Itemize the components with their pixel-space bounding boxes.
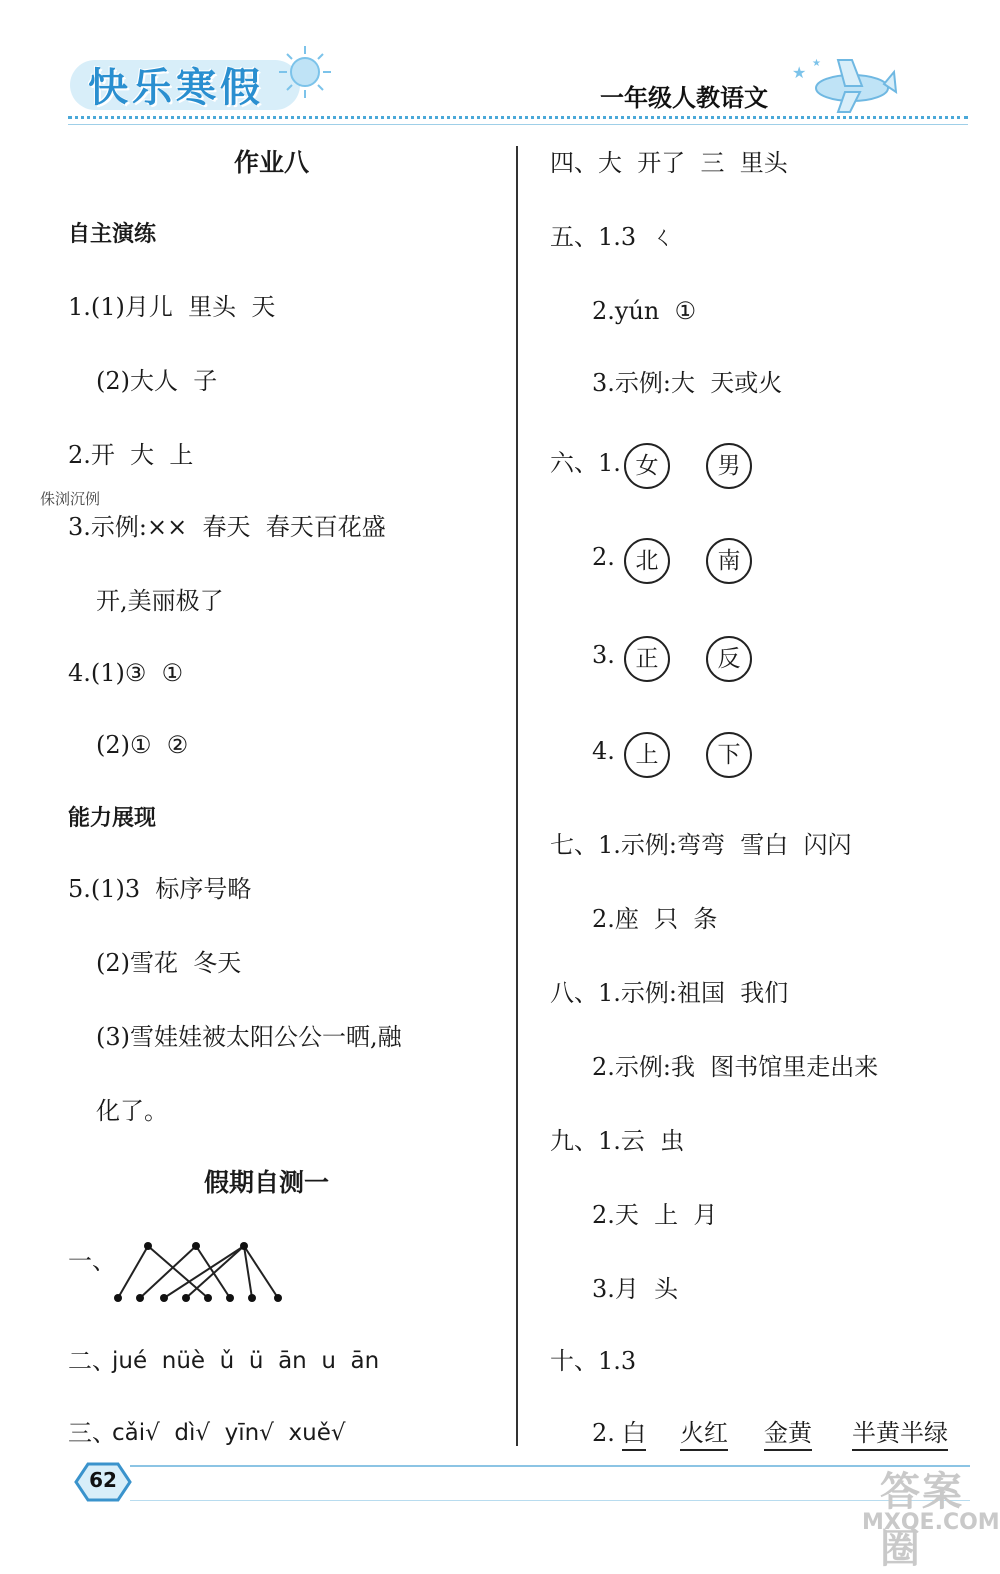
underlined-answer: 火红 xyxy=(680,1418,728,1448)
answer-r5-3: 3.示例:大 天或火 xyxy=(592,369,783,397)
sun-icon xyxy=(275,42,335,102)
underlined-answer: 半黄半绿 xyxy=(852,1418,948,1448)
answer-r6-4-label: 4. xyxy=(592,737,615,765)
underlined-answer: 金黄 xyxy=(764,1418,812,1448)
circled-char: 正 xyxy=(624,636,670,682)
answer-r9-2: 2.天 上 月 xyxy=(592,1201,718,1229)
test-answer-1-label: 一、 xyxy=(68,1247,116,1275)
answer-r7-1: 七、1.示例:弯弯 雪白 闪闪 xyxy=(550,831,852,859)
answer-r7-2: 2.座 只 条 xyxy=(592,905,718,933)
footer-rule-light xyxy=(130,1500,970,1501)
airplane-icon xyxy=(790,48,900,118)
svg-text:★: ★ xyxy=(812,58,821,69)
answer-r6-1-label: 六、1. xyxy=(550,449,621,477)
answer-4-1: 4.(1)③ ① xyxy=(68,659,184,687)
circled-char: 男 xyxy=(706,443,752,489)
brand-banner xyxy=(70,42,320,112)
watermark xyxy=(850,1460,1000,1572)
answer-1-1: 1.(1)月儿 里头 天 xyxy=(68,293,276,321)
brand-title: 快乐寒假 xyxy=(88,65,264,111)
circled-char: 北 xyxy=(624,538,670,584)
answer-r10-2-label: 2. xyxy=(592,1419,615,1447)
page-number: 62 xyxy=(89,1468,117,1492)
answer-r4: 四、大 开了 三 里头 xyxy=(550,149,788,177)
answer-2: 2.开 大 上 xyxy=(68,441,194,469)
grade-subject: 一年级人教语文 xyxy=(600,84,768,112)
answer-r9-3: 3.月 头 xyxy=(592,1275,679,1303)
hw8-title: 作业八 xyxy=(234,148,310,177)
answer-r8-2: 2.示例:我 图书馆里走出来 xyxy=(592,1053,879,1081)
answer-5-1: 5.(1)3 标序号略 xyxy=(68,875,252,903)
watermark-url: MXQE.COM xyxy=(862,1510,1000,1535)
circled-char: 女 xyxy=(624,443,670,489)
answer-1-2: (2)大人 子 xyxy=(96,367,218,395)
answer-4-2: (2)① ② xyxy=(96,731,189,759)
test-answer-2-label: 二、 xyxy=(68,1347,116,1375)
test-answer-3-pinyin: cǎi√ dì√ yīn√ xuě√ xyxy=(112,1420,346,1446)
test-title: 假期自测一 xyxy=(204,1168,330,1197)
circled-char: 反 xyxy=(706,636,752,682)
footer-rule xyxy=(130,1465,970,1467)
column-divider xyxy=(516,146,518,1446)
underlined-answer: 白 xyxy=(622,1418,646,1448)
watermark-logo-text: 答案圈 xyxy=(880,1469,964,1572)
answer-r6-3-label: 3. xyxy=(592,641,615,669)
matching-lines-diagram xyxy=(100,1236,300,1312)
answer-3b: 开,美丽极了 xyxy=(96,587,224,615)
circled-char: 上 xyxy=(624,732,670,778)
test-answer-3-label: 三、 xyxy=(68,1419,116,1447)
section-ability: 能力展现 xyxy=(68,806,157,831)
answer-r6-2-label: 2. xyxy=(592,543,615,571)
header-dotted-rule xyxy=(68,116,968,119)
answer-5-2: (2)雪花 冬天 xyxy=(96,949,242,977)
circled-char: 下 xyxy=(706,732,752,778)
answer-5-3a: (3)雪娃娃被太阳公公一晒,融 xyxy=(96,1023,402,1051)
answer-r10-1: 十、1.3 xyxy=(550,1347,637,1375)
answer-r5-2: 2.yún ① xyxy=(592,297,697,325)
answer-r9-1: 九、1.云 虫 xyxy=(550,1127,685,1155)
svg-text:★: ★ xyxy=(792,63,807,82)
answer-3a: 3.示例:×× 春天 春天百花盛 xyxy=(68,513,386,541)
answer-r5-1: 五、1.3 ㄑ xyxy=(550,223,676,251)
circled-char: 南 xyxy=(706,538,752,584)
page-number-badge xyxy=(72,1460,134,1504)
answer-r8-1: 八、1.示例:祖国 我们 xyxy=(550,979,789,1007)
section-self-practice: 自主演练 xyxy=(68,222,157,247)
answer-5-3b: 化了。 xyxy=(96,1097,168,1125)
handwritten-scribble: 侏浏沉例 xyxy=(40,490,101,508)
test-answer-2-pinyin: jué nüè ǔ ü ān u ān xyxy=(112,1348,380,1374)
header-rule xyxy=(68,124,968,125)
